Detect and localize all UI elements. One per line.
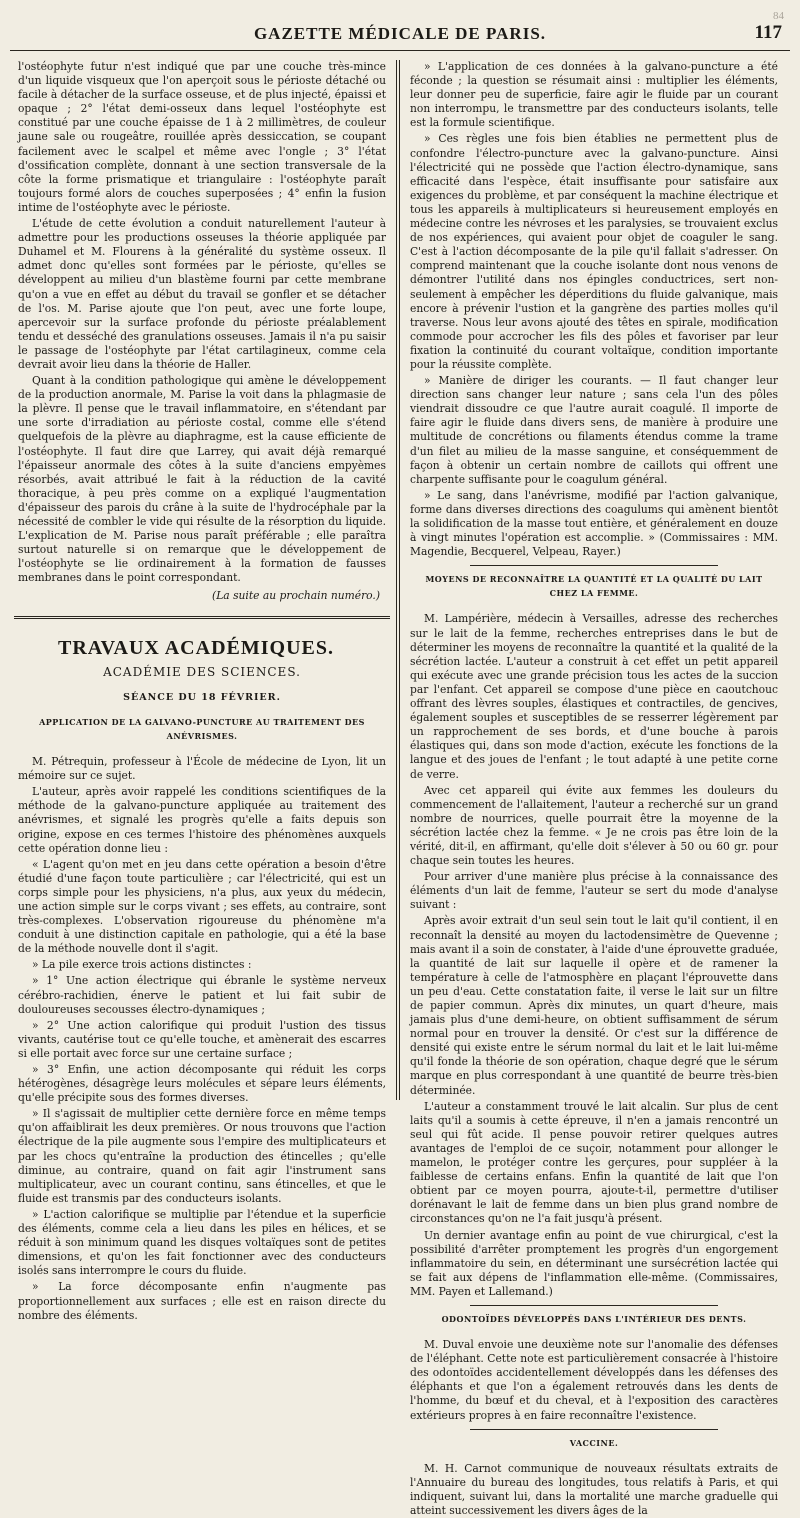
paragraph: » La pile exerce trois actions distinctes :: [32, 958, 252, 972]
paragraph: l'ostéophyte futur n'est indiqué que par une couche très-mince d'un liquide visqueux que l'on aperçoit sous le périoste détaché ou facile à détacher de la surface osseuse, et de plus injecté, épaissi et opaque ; 2° l'état demi-osseux dans lequel l'ostéophyte est constitué par une couche épaisse de 1 à 2 millimètres, de couleur jaune sale ou rougeâtre, rouillée après dessiccation, se coupant facilement avec le scalpel et même avec l'ongle ; 3° l'état d'ossification complète, donnant à une section transversale de la côte la forme prismatique et triangulaire : l'ostéophyte paraît toujours formé alors de couches superposées ; 4° enfin la fusion intime de l'ostéophyte avec le périoste.: [18, 60, 386, 214]
paragraph: Avec cet appareil qui évite aux femmes les douleurs du commencement de l'allaitement, l'auteur a recherché sur un grand nombre de nourrices, quelle pourrait être la moyenne de la sécrétion lactée chez la femme. « Je ne crois pas être loin de la vérité, dit-il, en affirmant, qu'elle doit s'élever à 50 ou 60 gr. pour chaque sein toutes les heures.: [410, 783, 778, 868]
section-rule: [14, 616, 390, 619]
section-title: TRAVAUX ACADÉMIQUES.: [58, 636, 334, 659]
paragraph: L'auteur a constamment trouvé le lait alcalin. Sur plus de cent laits qu'il a soumis à cette épreuve, il n'en a jamais rencontré un seul qui fût acide. Il pense pouvoir retirer quelques autres avantages de l'emploi de ce suçoir, notamment pour allonger le mamelon, le protéger contre les gerçures, pour suppléer à la faiblesse de certains enfans. Enfin la quantité de lait que l'on obtient par ce moyen pourra, ajoute-t-il, permettre d'utiliser dorénavant le lait de femme dans un bien plus grand nombre de circonstances qu'on ne l'a fait jusqu'à présent.: [410, 1099, 778, 1226]
paragraph: » 3° Enfin, une action décomposante qui réduit les corps hétérogènes, désagrège leurs molécules et sépare leurs éléments, qu'elle précipite sous des formes diverses.: [18, 1063, 386, 1105]
paragraph: L'auteur, après avoir rappelé les conditions scientifiques de la méthode de la galvano-puncture appliquée au traitement des anévrismes, et signalé les progrès qu'elle a faits depuis son origine, expose en ces termes l'histoire des phénomènes auxquels cette opération donne lieu :: [18, 785, 386, 855]
page-header: [12, 10, 788, 48]
paragraph: » Ces règles une fois bien établies ne permettent plus de confondre l'électro-puncture avec la galvano-puncture. Ainsi l'électricité qui ne possède que l'action électro-dynamique, sans efficacité dans l'espèce, était insuffisante pour satisfaire aux exigences du problème, et par conséquent la machine électrique et tous les appareils à multiplicateurs si heureusement employés en médecine contre les névroses et les paralysies, se trouvaient exclus de nos expériences, qui avaient pour objet de coaguler le sang. C'est à l'action décomposante de la pile qu'il fallait s'adresser. On comprend maintenant que la couche isolante dont nous venons de démontrer l'utilité dans nos épingles conductrices, sert non-seulement à empêcher les déperditions du fluide galvanique, mais encore à prévenir l'ustion et la gangrène des parties molles qu'il traverse. Nous leur avons ajouté des têtes en spirale, modification commode pour accrocher les fils des pôles et favoriser par leur fixation la continuité du courant voltaïque, condition importante pour la réussite complète.: [410, 132, 778, 371]
page-number: 117: [754, 22, 782, 43]
paragraph: Un dernier avantage enfin au point de vue chirurgical, c'est la possibilité d'arrêter promptement les progrès d'un engorgement inflammatoire du sein, en déterminant une sursécrétion lactée qui se fait aux dépens de l'inflammation elle-même. (Commissaires, MM. Payen et Lallemand.): [410, 1228, 778, 1298]
paragraph: » La force décomposante enfin n'augmente pas proportionnellement aux surfaces ; elle est en raison directe du nombre des éléments.: [18, 1280, 386, 1322]
section-rule: [470, 1429, 718, 1430]
paragraph: Pour arriver d'une manière plus précise à la connaissance des éléments d'un lait de femme, l'auteur se sert du mode d'analyse suivant :: [410, 870, 778, 912]
faint-page-number: 84: [773, 10, 784, 22]
academy-heading: ACADÉMIE DES SCIENCES.: [103, 664, 301, 679]
paragraph: » 2° Une action calorifique qui produit l'ustion des tissus vivants, cautérise tout ce qu'elle touche, et amènerait des escarres si elle portait avec force sur une certaine surface ;: [18, 1018, 386, 1060]
paragraph: » Il s'agissait de multiplier cette dernière force en même temps qu'on affaiblirait les deux premières. Or nous trouvons que l'action électrique de la pile augmente sous l'empire des multiplicateurs et par les chocs qu'entraîne la production des étincelles ; qu'elle diminue, au contraire, quand on fait agir l'instrument sans multiplicateur, avec un courant continu, sans étincelles, et que le fluide est transmis par des conducteurs isolants.: [18, 1107, 386, 1205]
left-column: [18, 60, 386, 1322]
paragraph: Après avoir extrait d'un seul sein tout le lait qu'il contient, il en reconnaît la densité au moyen du lactodensimètre de Quevenne ; mais avant il a soin de constater, à l'aide d'une éprouvette graduée, la quantité de lait sur laquelle il opère et de ramener la température à celle de l'atmosphère en plaçant l'éprouvette dans un peu d'eau. Cette constatation faite, il verse le lait sur un filtre de papier commun. Après dix minutes, un quart d'heure, mais jamais plus d'une demi-heure, on obtient suffisamment de sérum normal pour en trouver la densité. Or c'est sur la différence de densité qui existe entre le sérum normal du lait et le lait lui-même qu'il fonde la théorie de son opération, chaque degré que le sérum marque en plus correspondant à une quantité de beurre très-bien déterminée.: [410, 914, 778, 1097]
paragraph: » L'application de ces données à la galvano-puncture a été féconde ; la question se résumait ainsi : multiplier les éléments, leur donner peu de superficie, faire agir le fluide par un courant non interrompu, le transmettre par des conducteurs isolants, telle est la formule scientifique.: [410, 60, 778, 130]
paragraph: M. Lampérière, médecin à Versailles, adresse des recherches sur le lait de la femme, recherches entreprises dans le but de déterminer les moyens de reconnaître la quantité et la qualité de la sécrétion lactée. L'auteur a construit à cet effet un petit appareil qui exécute avec une grande précision tous les actes de la succion par l'enfant. Cet appareil se compose d'une pièce en caoutchouc offrant des lèvres souples, élastiques et contractiles, de gencives, également souples et susceptibles de se resserrer légèrement par un rapprochement de ses bords, et d'une bouche à parois élastiques qui, dans son mode d'action, exécute les fonctions de la langue et des joues de l'enfant ; le tout adapté à une petite corne de verre.: [410, 612, 778, 781]
paragraph: » 1° Une action électrique qui ébranle le système nerveux cérébro-rachidien, énerve le patient et lui fait subir de douloureuses secousses électro-dynamiques ;: [18, 974, 386, 1016]
paragraph: » Le sang, dans l'anévrisme, modifié par l'action galvanique, forme dans diverses directions des coagulums qui amènent bientôt la solidification de la masse tout entière, et généralement en douze à vingt minutes l'opération est accomplie. » (Commissaires : MM. Magendie, Becquerel, Velpeau, Rayer.): [410, 488, 778, 559]
article-subhead: VACCINE.: [569, 1437, 619, 1448]
right-column: [410, 60, 778, 1517]
article-subhead: MOYENS DE RECONNAÎTRE LA QUANTITÉ ET LA QUALITÉ DU LAIT CHEZ LA FEMME.: [425, 574, 763, 599]
paragraph: » Manière de diriger les courants. — Il faut changer leur direction sans changer leur nature ; sans cela l'un des pôles viendrait dissoudre ce que l'autre aurait coagulé. Il importe de faire agir le fluide dans divers sens, de manière à produire une multitude de concrétions ou filaments étendus comme la trame d'un filet au milieu de la masse sanguine, et conséquemment de façon à obtenir un certain nombre de caillots qui offrent une charpente suffisante pour le coagulum général.: [410, 374, 778, 486]
article-subhead: APPLICATION DE LA GALVANO-PUNCTURE AU TRAITEMENT DES ANÉVRISMES.: [39, 716, 365, 741]
paragraph: « L'agent qu'on met en jeu dans cette opération a besoin d'être étudié d'une façon toute particulière ; car l'électricité, qui est un corps simple pour les physiciens, n'a plus, aux yeux du médecin, une action simple sur le corps vivant ; ses effets, au contraire, sont très-complexes. L'observation rigoureuse du phénomène m'a conduit à une distinction capitale en pathologie, qui a été la base de la méthode nouvelle dont il s'agit.: [18, 857, 386, 956]
paragraph: M. Duval envoie une deuxième note sur l'anomalie des défenses de l'éléphant. Cette note est particulièrement consacrée à l'histoire des odontoïdes accidentellement développés dans les défenses des éléphants et que l'on a également retrouvés dans les dents de l'homme, du bœuf et du cheval, et à l'exposition des caractères extérieurs propres à en faire reconnaître l'existence.: [410, 1338, 778, 1422]
column-divider: [396, 60, 400, 1100]
journal-title: GAZETTE MÉDICALE DE PARIS.: [253, 24, 547, 43]
continuation-note: (La suite au prochain numéro.): [212, 589, 380, 603]
header-rule: [10, 50, 790, 51]
paragraph: » L'action calorifique se multiplie par l'étendue et la superficie des éléments, comme cela a lieu dans les piles en hélices, et se réduit à son minimum quand les disques voltaïques sont de petites dimensions, et qu'on les fait fonctionner avec des conducteurs isolés sans interrompre le cours du fluide.: [18, 1207, 386, 1278]
paragraph: L'étude de cette évolution a conduit naturellement l'auteur à admettre pour les productions osseuses la théorie appliquée par Duhamel et M. Flourens à la généralité du système osseux. Il admet donc qu'elles sont formées par le périoste, qu'elles se développent au milieu d'un blastème fourni par cette membrane qu'on a vue en effet au début du travail se gonfler et se détacher de l'os. M. Parise ajoute que l'on peut, avec une forte loupe, apercevoir sur la surface profonde du périoste préalablement tendu et desséché des granulations osseuses. Jamais il n'a pu saisir le passage de l'ostéophyte par l'état cartilagineux, comme cela devrait avoir lieu dans la théorie de Haller.: [18, 217, 386, 371]
section-rule: [470, 565, 718, 566]
paragraph: M. Pétrequin, professeur à l'École de médecine de Lyon, lit un mémoire sur ce sujet.: [18, 755, 386, 783]
article-subhead: ODONTOÏDES DÉVELOPPÉS DANS L'INTÉRIEUR DES DENTS.: [441, 1313, 747, 1324]
section-rule: [470, 1305, 718, 1306]
paragraph: Quant à la condition pathologique qui amène le développement de la production anormale, M. Parise la voit dans la phlagmasie de la plèvre. Il pense que le travail inflammatoire, en s'étendant par une sorte d'irradiation au périoste costal, comme elle s'étend quelquefois de la plèvre au diaphragme, est la cause efficiente de l'ostéophyte. Il faut dire que Larrey, qui avait déjà remarqué l'épaisseur anormale des côtes à la suite d'anciens empyèmes résorbés, avait attribué le fait à la réduction de la cavité thoracique, à peu près comme on a expliqué l'augmentation d'épaisseur des parois du crâne à la suite de l'hydrocéphale par la nécessité de combler le vide qui résulte de la résorption du liquide. L'explication de M. Parise nous paraît préférable ; elle paraîtra surtout naturelle si on remarque que le développement de l'ostéophyte se lie ordinairement à la formation de fausses membranes dans le point correspondant.: [18, 374, 386, 585]
session-heading: SÉANCE DU 18 FÉVRIER.: [123, 691, 281, 703]
paragraph: M. H. Carnot communique de nouveaux résultats extraits de l'Annuaire du bureau des longitudes, tous relatifs à Paris, et qui indiquent, suivant lui, dans la mortalité une marche graduelle qui atteint successivement les divers âges de la: [410, 1461, 778, 1517]
